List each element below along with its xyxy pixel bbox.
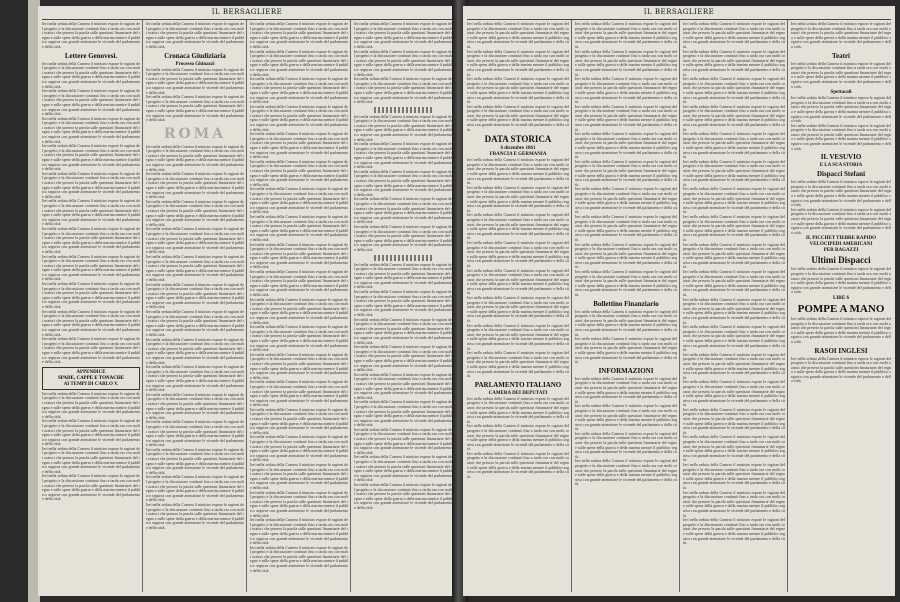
ornament — [374, 107, 433, 113]
column-text: Ieri nella seduta della Camera il ministro espose le ragioni del progetto e la discussione continuò fino a tarda ora con molti oratori che presero la parola sulle questioni finanziarie del regno e sulle spese della guerra e della marina mentre il pubblico seguiva con grande attenzione le vicende del parlamento e della città. — [467, 267, 569, 296]
column-text: Ieri nella seduta della Camera il ministro espose le ragioni del progetto e la discussione continuò fino a tarda ora con molti oratori che presero la parola sulle questioni finanziarie del regno e sulle spese della guerra e della marina mentre il pubblico seguiva con grande attenzione le vicende del parlamento e della città. — [146, 198, 244, 227]
column-text: Ieri nella seduta della Camera il ministro espose le ragioni del progetto e la discussione continuò fino a tarda ora con molti oratori che presero la parola sulle questioni finanziarie del regno e sulle spese della guerra e della marina mentre il pubblico seguiva con grande attenzione le vicende del parlamento e della città. — [42, 143, 140, 172]
column-text: Ieri nella seduta della Camera il ministro espose le ragioni del progetto e la discussione continuò fino a tarda ora con molti oratori che presero la parola sulle questioni finanziarie del regno e sulle spese della guerra e della marina mentre il pubblico seguiva con grande attenzione le vicende del parlamento e della città. — [250, 379, 348, 408]
column-text: Ieri nella seduta della Camera il ministro espose le ragioni del progetto e la discussione continuò fino a tarda ora con molti oratori che presero la parola sulle questioni finanziarie del regno e sulle spese della guerra e della marina mentre il pubblico seguiva con grande attenzione le vicende del parlamento e della città. — [250, 434, 348, 463]
heading-francia-germania: FRANCIA E GERMANIA — [489, 152, 547, 158]
left-column-2 — [146, 22, 244, 590]
column-text: Ieri nella seduta della Camera il ministro espose le ragioni del progetto e la discussione continuò fino a tarda ora con molti oratori che presero la parola sulle questioni finanziarie del regno e sulle spese della guerra e della marina mentre il pubblico seguiva con grande attenzione le vicende del parlamento e della città. — [467, 22, 569, 49]
heading-piccolo: IL PICCHET TIEBRE RAPIDO — [806, 236, 876, 242]
column-text: Ieri nella seduta della Camera il ministro espose le ragioni del progetto e la discussione continuò fino a tarda ora con molti oratori che presero la parola sulle questioni finanziarie del regno e sulle spese della guerra e della marina mentre il pubblico seguiva con grande attenzione le vicende del parlamento e della città. — [683, 296, 785, 325]
heading-ultimi: Ultimi Dispacci — [811, 255, 871, 266]
column-text: Ieri nella seduta della Camera il ministro espose le ragioni del progetto e la discussione continuò fino a tarda ora con molti oratori che presero la parola sulle questioni finanziarie del regno e sulle spese della guerra e della marina mentre il pubblico seguiva con grande attenzione le vicende del parlamento e della città. — [146, 143, 244, 172]
column-text: Ieri nella seduta della Camera il ministro espose le ragioni del progetto e la discussione continuò fino a tarda ora con molti oratori che presero la parola sulle questioni finanziarie del regno e sulle spese della guerra e della marina mentre il pubblico seguiva con grande attenzione le vicende del parlamento e della città. — [42, 115, 140, 144]
column-text: Ieri nella seduta della Camera il ministro espose le ragioni del progetto e la discussione continuò fino a tarda ora con molti oratori che presero la parola sulle questioni finanziarie del regno e sulle spese della guerra e della marina mentre il pubblico seguiva con grande attenzione le vicende del parlamento e della città. — [146, 226, 244, 255]
column-rule — [246, 20, 247, 592]
column-text: Ieri nella seduta della Camera il ministro espose le ragioni del progetto e la discussione continuò fino a tarda ora con molti oratori che presero la parola sulle questioni finanziarie del regno e sulle spese della guerra e della marina mentre il pubblico seguiva con grande attenzione le vicende del parlamento e della città. — [250, 296, 348, 325]
column-text: Ieri nella seduta della Camera il ministro espose le ragioni del progetto e la discussione continuò fino a tarda ora con molti oratori che presero la parola sulle questioni finanziarie del regno e sulle spese della guerra e della marina mentre il pubblico seguiva con grande attenzione le vicende del parlamento e della città. — [683, 351, 785, 380]
column-text: Ieri nella seduta della Camera il ministro espose le ragioni del progetto e la discussione continuò fino a tarda ora con molti oratori che presero la parola sulle questioni finanziarie del regno e sulle spese della guerra e della marina mentre il pubblico seguiva con grande attenzione le vicende del parlamento e della città. — [575, 458, 677, 487]
right-column-2 — [575, 22, 677, 590]
heading-rasoi: RASOI INGLESI — [814, 346, 868, 355]
novel-title: SPADE, CAPPE E TONACHE — [57, 375, 125, 381]
heading-velocipedi: VELOCIPEDI AMERICANI — [809, 242, 873, 248]
column-text: Ieri nella seduta della Camera il ministro espose le ragioni del progetto e la discussione continuò fino a tarda ora con molti oratori che presero la parola sulle questioni finanziarie del regno e sulle spese della guerra e della marina mentre il pubblico seguiva con grande attenzione le vicende del parlamento e della città. — [683, 379, 785, 408]
right-page-header: IL BERSAGLIERE — [643, 8, 715, 16]
column-text: Ieri nella seduta della Camera il ministro espose le ragioni del progetto e la discussione continuò fino a tarda ora con molti oratori che presero la parola sulle questioni finanziarie del regno e sulle spese della guerra e della marina mentre il pubblico seguiva con grande attenzione le vicende del parlamento e della città. — [467, 322, 569, 351]
column-text: Ieri nella seduta della Camera il ministro espose le ragioni del progetto e la discussione continuò fino a tarda ora con molti oratori che presero la parola sulle questioni finanziarie del regno e sulle spese della guerra e della marina mentre il pubblico seguiva con grande attenzione le vicende del parlamento e della città. — [354, 316, 452, 345]
column-text: Ieri nella seduta della Camera il ministro espose le ragioni del progetto e la discussione continuò fino a tarda ora con molti oratori che presero la parola sulle questioni finanziarie del regno e sulle spese della guerra e della marina mentre il pubblico seguiva con grande attenzione le vicende del parlamento e della città. — [791, 179, 891, 208]
column-text: Ieri nella seduta della Camera il ministro espose le ragioni del progetto e la discussione continuò fino a tarda ora con molti oratori che presero la parola sulle questioni finanziarie del regno e sulle spese della guerra e della marina mentre il pubblico seguiva con grande attenzione le vicende del parlamento e della città. — [42, 418, 140, 447]
column-text: Ieri nella seduta della Camera il ministro espose le ragioni del progetto e la discussione continuò fino a tarda ora con molti oratori che presero la parola sulle questioni finanziarie del regno e sulle spese della guerra e della marina mentre il pubblico seguiva con grande attenzione le vicende del parlamento e della città. — [791, 206, 891, 235]
heading-teatri: Teatri — [831, 51, 851, 60]
column-text: Ieri nella seduta della Camera il ministro espose le ragioni del progetto e la discussione continuò fino a tarda ora con molti oratori che presero la parola sulle questioni finanziarie del regno e sulle spese della guerra e della marina mentre il pubblico seguiva con grande attenzione le vicende del parlamento e della città. — [250, 269, 348, 298]
heading-date: 6 dicembre 1861 — [500, 146, 536, 152]
column-text: Ieri nella seduta della Camera il ministro espose le ragioni del progetto e la discussione continuò fino a tarda ora con molti oratori che presero la parola sulle questioni finanziarie del regno e sulle spese della guerra e della marina mentre il pubblico seguiva con grande attenzione le vicende del parlamento e della città. — [575, 186, 677, 215]
column-text: Ieri nella seduta della Camera il ministro espose le ragioni del progetto e la discussione continuò fino a tarda ora con molti oratori che presero la parola sulle questioni finanziarie del regno e sulle spese della guerra e della marina mentre il pubblico seguiva con grande attenzione le vicende del parlamento e della città. — [467, 48, 569, 77]
column-text: Ieri nella seduta della Camera il ministro espose le ragioni del progetto e la discussione continuò fino a tarda ora con molti oratori che presero la parola sulle questioni finanziarie del regno e sulle spese della guerra e della marina mentre il pubblico seguiva con grande attenzione le vicende del parlamento e della città. — [354, 168, 452, 197]
column-text: Ieri nella seduta della Camera il ministro espose le ragioni del progetto e la discussione continuò fino a tarda ora con molti oratori che presero la parola sulle questioni finanziarie del regno e sulle spese della guerra e della marina mentre il pubblico seguiva con grande attenzione le vicende del parlamento e della città. — [250, 76, 348, 105]
column-text: Ieri nella seduta della Camera il ministro espose le ragioni del progetto e la discussione continuò fino a tarda ora con molti oratori che presero la parola sulle questioni finanziarie del regno e sulle spese della guerra e della marina mentre il pubblico seguiva con grande attenzione le vicende del parlamento e della città. — [250, 213, 348, 242]
column-text: Ieri nella seduta della Camera il ministro espose le ragioni del progetto e la discussione continuò fino a tarda ora con molti oratori che presero la parola sulle questioni finanziarie del regno e sulle spese della guerra e della marina mentre il pubblico seguiva con grande attenzione le vicende del parlamento e della città. — [250, 351, 348, 380]
heading-appendice: APPENDICE — [76, 369, 106, 375]
column-text: Ieri nella seduta della Camera il ministro espose le ragioni del progetto e la discussione continuò fino a tarda ora con molti oratori che presero la parola sulle questioni finanziarie del regno e sulle spese della guerra e della marina mentre il pubblico seguiva con grande attenzione le vicende del parlamento e della città. — [575, 403, 677, 432]
column-text: Ieri nella seduta della Camera il ministro espose le ragioni del progetto e la discussione continuò fino a tarda ora con molti oratori che presero la parola sulle questioni finanziarie del regno e sulle spese della guerra e della marina mentre il pubblico seguiva con grande attenzione le vicende del parlamento e della città. — [250, 131, 348, 160]
column-text: Ieri nella seduta della Camera il ministro espose le ragioni del progetto e la discussione continuò fino a tarda ora con molti oratori che presero la parola sulle questioni finanziarie del regno e sulle spese della guerra e della marina mentre il pubblico seguiva con grande attenzione le vicende del parlamento e della città. — [467, 184, 569, 213]
column-text: Ieri nella seduta della Camera il ministro espose le ragioni del progetto e la discussione continuò fino a tarda ora con molti oratori che presero la parola sulle questioni finanziarie del regno e sulle spese della guerra e della marina mentre il pubblico seguiva con grande attenzione le vicende del parlamento e della città. — [354, 482, 452, 510]
column-text: Ieri nella seduta della Camera il ministro espose le ragioni del progetto e la discussione continuò fino a tarda ora con molti oratori che presero la parola sulle questioni finanziarie del regno e sulle spese della guerra e della marina mentre il pubblico seguiva con grande attenzione le vicende del parlamento e della città. — [146, 419, 244, 448]
heading-roma: ROMA — [163, 125, 227, 142]
column-text: Ieri nella seduta della Camera il ministro espose le ragioni del progetto e la discussione continuò fino a tarda ora con molti oratori che presero la parola sulle questioni finanziarie del regno e sulle spese della guerra e della marina mentre il pubblico seguiva con grande attenzione le vicende del parlamento e della città. — [354, 399, 452, 428]
heading-parlamento: PARLAMENTO ITALIANO — [474, 380, 562, 389]
column-text: Ieri nella seduta della Camera il ministro espose le ragioni del progetto e la discussione continuò fino a tarda ora con molti oratori che presero la parola sulle questioni finanziarie del regno e sulle spese della guerra e della marina mentre il pubblico seguiva con grande attenzione le vicende del parlamento e della città. — [575, 430, 677, 459]
heading-informazioni: INFORMAZIONI — [598, 366, 654, 375]
column-text: Ieri nella seduta della Camera il ministro espose le ragioni del progetto e la discussione continuò fino a tarda ora con molti oratori che presero la parola sulle questioni finanziarie del regno e sulle spese della guerra e della marina mentre il pubblico seguiva con grande attenzione le vicende del parlamento e della città. — [575, 269, 677, 298]
column-text: Ieri nella seduta della Camera il ministro espose le ragioni del progetto e la discussione continuò fino a tarda ora con molti oratori che presero la parola sulle questioni finanziarie del regno e sulle spese della guerra e della marina mentre il pubblico seguiva con grande attenzione le vicende del parlamento e della città. — [146, 22, 244, 49]
column-text: Ieri nella seduta della Camera il ministro espose le ragioni del progetto e la discussione continuò fino a tarda ora con molti oratori che presero la parola sulle questioni finanziarie del regno e sulle spese della guerra e della marina mentre il pubblico seguiva con grande attenzione le vicende del parlamento e della città. — [467, 450, 569, 479]
heading-vesuvio: IL VESUVIO — [820, 153, 862, 162]
column-text: Ieri nella seduta della Camera il ministro espose le ragioni del progetto e la discussione continuò fino a tarda ora con molti oratori che presero la parola sulle questioni finanziarie del regno e sulle spese della guerra e della marina mentre il pubblico seguiva con grande attenzione le vicende del parlamento e della città. — [146, 94, 244, 123]
column-text: Ieri nella seduta della Camera il ministro espose le ragioni del progetto e la discussione continuò fino a tarda ora con molti oratori che presero la parola sulle questioni finanziarie del regno e sulle spese della guerra e della marina mentre il pubblico seguiva con grande attenzione le vicende del parlamento e della città. — [791, 60, 891, 89]
column-text: Ieri nella seduta della Camera il ministro espose le ragioni del progetto e la discussione continuò fino a tarda ora con molti oratori che presero la parola sulle questioni finanziarie del regno e sulle spese della guerra e della marina mentre il pubblico seguiva con grande attenzione le vicende del parlamento e della città. — [575, 213, 677, 242]
column-text: Ieri nella seduta della Camera il ministro espose le ragioni del progetto e la discussione continuò fino a tarda ora con molti oratori che presero la parola sulle questioni finanziarie del regno e sulle spese della guerra e della marina mentre il pubblico seguiva con grande attenzione le vicende del parlamento e della città. — [354, 196, 452, 225]
column-text: Ieri nella seduta della Camera il ministro espose le ragioni del progetto e la discussione continuò fino a tarda ora con molti oratori che presero la parola sulle questioni finanziarie del regno e sulle spese della guerra e della marina mentre il pubblico seguiva con grande attenzione le vicende del parlamento e della città. — [354, 261, 452, 290]
column-text: Ieri nella seduta della Camera il ministro espose le ragioni del progetto e la discussione continuò fino a tarda ora con molti oratori che presero la parola sulle questioni finanziarie del regno e sulle spese della guerra e della marina mentre il pubblico seguiva con grande attenzione le vicende del parlamento e della città. — [683, 489, 785, 518]
column-text: Ieri nella seduta della Camera il ministro espose le ragioni del progetto e la discussione continuò fino a tarda ora con molti oratori che presero la parola sulle questioni finanziarie del regno e sulle spese della guerra e della marina mentre il pubblico seguiva con grande attenzione le vicende del parlamento e della città. — [575, 158, 677, 187]
column-text: Ieri nella seduta della Camera il ministro espose le ragioni del progetto e la discussione continuò fino a tarda ora con molti oratori che presero la parola sulle questioni finanziarie del regno e sulle spese della guerra e della marina mentre il pubblico seguiva con grande attenzione le vicende del parlamento e della città. — [467, 423, 569, 452]
left-page-header: IL BERSAGLIERE — [211, 8, 283, 16]
column-text: Ieri nella seduta della Camera il ministro espose le ragioni del progetto e la discussione continuò fino a tarda ora con molti oratori che presero la parola sulle questioni finanziarie del regno e sulle spese della guerra e della marina mentre il pubblico seguiva con grande attenzione le vicende del parlamento e della città. — [42, 198, 140, 227]
column-text: Ieri nella seduta della Camera il ministro espose le ragioni del progetto e la discussione continuò fino a tarda ora con molti oratori che presero la parola sulle questioni finanziarie del regno e sulle spese della guerra e della marina mentre il pubblico seguiva con grande attenzione le vicende del parlamento e della città. — [467, 157, 569, 186]
column-text: Ieri nella seduta della Camera il ministro espose le ragioni del progetto e la discussione continuò fino a tarda ora con molti oratori che presero la parola sulle questioni finanziarie del regno e sulle spese della guerra e della marina mentre il pubblico seguiva con grande attenzione le vicende del parlamento e della città. — [250, 48, 348, 77]
appendix-box — [42, 367, 140, 390]
column-text: Ieri nella seduta della Camera il ministro espose le ragioni del progetto e la discussione continuò fino a tarda ora con molti oratori che presero la parola sulle questioni finanziarie del regno e sulle spese della guerra e della marina mentre il pubblico seguiva con grande attenzione le vicende del parlamento e della città. — [791, 122, 891, 151]
column-text: Ieri nella seduta della Camera il ministro espose le ragioni del progetto e la discussione continuò fino a tarda ora con molti oratori che presero la parola sulle questioni finanziarie del regno e sulle spese della guerra e della marina mentre il pubblico seguiva con grande attenzione le vicende del parlamento e della città. — [683, 48, 785, 77]
column-text: Ieri nella seduta della Camera il ministro espose le ragioni del progetto e la discussione continuò fino a tarda ora con molti oratori che presero la parola sulle questioni finanziarie del regno e sulle spese della guerra e della marina mentre il pubblico seguiva con grande attenzione le vicende del parlamento e della città. — [575, 76, 677, 105]
column-text: Ieri nella seduta della Camera il ministro espose le ragioni del progetto e la discussione continuò fino a tarda ora con molti oratori che presero la parola sulle questioni finanziarie del regno e sulle spese della guerra e della marina mentre il pubblico seguiva con grande attenzione le vicende del parlamento e della città. — [467, 103, 569, 132]
heading-camera: CAMERA DEI DEPUTATI — [488, 390, 548, 396]
column-text: Ieri nella seduta della Camera il ministro espose le ragioni del progetto e la discussione continuò fino a tarda ora con molti oratori che presero la parola sulle questioni finanziarie del regno e sulle spese della guerra e della marina mentre il pubblico seguiva con grande attenzione le vicende del parlamento e della città. — [354, 289, 452, 318]
column-rule — [679, 20, 680, 592]
right-page — [463, 6, 895, 596]
column-text: Ieri nella seduta della Camera il ministro espose le ragioni del progetto e la discussione continuò fino a tarda ora con molti oratori che presero la parola sulle questioni finanziarie del regno e sulle spese della guerra e della marina mentre il pubblico seguiva con grande attenzione le vicende del parlamento e della città. — [146, 253, 244, 282]
column-text: Ieri nella seduta della Camera il ministro espose le ragioni del progetto e la discussione continuò fino a tarda ora con molti oratori che presero la parola sulle questioni finanziarie del regno e sulle spese della guerra e della marina mentre il pubblico seguiva con grande attenzione le vicende del parlamento e della città. — [791, 355, 891, 384]
column-text: Ieri nella seduta della Camera il ministro espose le ragioni del progetto e la discussione continuò fino a tarda ora con molti oratori che presero la parola sulle questioni finanziarie del regno e sulle spese della guerra e della marina mentre il pubblico seguiva con grande attenzione le vicende del parlamento e della città. — [42, 336, 140, 365]
column-text: Ieri nella seduta della Camera il ministro espose le ragioni del progetto e la discussione continuò fino a tarda ora con molti oratori che presero la parola sulle questioni finanziarie del regno e sulle spese della guerra e della marina mentre il pubblico seguiva con grande attenzione le vicende del parlamento e della città. — [467, 76, 569, 105]
column-text: Ieri nella seduta della Camera il ministro espose le ragioni del progetto e la discussione continuò fino a tarda ora con molti oratori che presero la parola sulle questioni finanziarie del regno e sulle spese della guerra e della marina mentre il pubblico seguiva con grande attenzione le vicende del parlamento e della città. — [250, 22, 348, 49]
column-text: Ieri nella seduta della Camera il ministro espose le ragioni del progetto e la discussione continuò fino a tarda ora con molti oratori che presero la parola sulle questioni finanziarie del regno e sulle spese della guerra e della marina mentre il pubblico seguiva con grande attenzione le vicende del parlamento e della città. — [683, 269, 785, 298]
header-rule — [42, 19, 452, 20]
right-column-4 — [791, 22, 891, 590]
column-text: Ieri nella seduta della Camera il ministro espose le ragioni del progetto e la discussione continuò fino a tarda ora con molti oratori che presero la parola sulle questioni finanziarie del regno e sulle spese della guerra e della marina mentre il pubblico seguiva con grande attenzione le vicende del parlamento e della città. — [575, 22, 677, 49]
column-text: Ieri nella seduta della Camera il ministro espose le ragioni del progetto e la discussione continuò fino a tarda ora con molti oratori che presero la parola sulle questioni finanziarie del regno e sulle spese della guerra e della marina mentre il pubblico seguiva con grande attenzione le vicende del parlamento e della città. — [146, 474, 244, 503]
column-text: Ieri nella seduta della Camera il ministro espose le ragioni del progetto e la discussione continuò fino a tarda ora con molti oratori che presero la parola sulle questioni finanziarie del regno e sulle spese della guerra e della marina mentre il pubblico seguiva con grande attenzione le vicende del parlamento e della città. — [354, 344, 452, 373]
column-text: Ieri nella seduta della Camera il ministro espose le ragioni del progetto e la discussione continuò fino a tarda ora con molti oratori che presero la parola sulle questioni finanziarie del regno e sulle spese della guerra e della marina mentre il pubblico seguiva con grande attenzione le vicende del parlamento e della città. — [683, 76, 785, 105]
column-text: Ieri nella seduta della Camera il ministro espose le ragioni del progetto e la discussione continuò fino a tarda ora con molti oratori che presero la parola sulle questioni finanziarie del regno e sulle spese della guerra e della marina mentre il pubblico seguiva con grande attenzione le vicende del parlamento e della città. — [575, 48, 677, 77]
column-text: Ieri nella seduta della Camera il ministro espose le ragioni del progetto e la discussione continuò fino a tarda ora con molti oratori che presero la parola sulle questioni finanziarie del regno e sulle spese della guerra e della marina mentre il pubblico seguiva con grande attenzione le vicende del parlamento e della città. — [575, 131, 677, 160]
column-text: Ieri nella seduta della Camera il ministro espose le ragioni del progetto e la discussione continuò fino a tarda ora con molti oratori che presero la parola sulle questioni finanziarie del regno e sulle spese della guerra e della marina mentre il pubblico seguiva con grande attenzione le vicende del parlamento e della città. — [42, 390, 140, 419]
column-text: Ieri nella seduta della Camera il ministro espose le ragioni del progetto e la discussione continuò fino a tarda ora con molti oratori che presero la parola sulle questioni finanziarie del regno e sulle spese della guerra e della marina mentre il pubblico seguiva con grande attenzione le vicende del parlamento e della città. — [791, 315, 891, 344]
heading-spettacoli: Spettacoli — [830, 90, 852, 96]
column-text: Ieri nella seduta della Camera il ministro espose le ragioni del progetto e la discussione continuò fino a tarda ora con molti oratori che presero la parola sulle questioni finanziarie del regno e sulle spese della guerra e della marina mentre il pubblico seguiva con grande attenzione le vicende del parlamento e della città. — [354, 48, 452, 77]
column-rule — [142, 20, 143, 592]
column-text: Ieri nella seduta della Camera il ministro espose le ragioni del progetto e la discussione continuò fino a tarda ora con molti oratori che presero la parola sulle questioni finanziarie del regno e sulle spese della guerra e della marina mentre il pubblico seguiva con grande attenzione le vicende del parlamento e della città. — [467, 395, 569, 424]
column-text: Ieri nella seduta della Camera il ministro espose le ragioni del progetto e la discussione continuò fino a tarda ora con molti oratori che presero la parola sulle questioni finanziarie del regno e sulle spese della guerra e della marina mentre il pubblico seguiva con grande attenzione le vicende del parlamento e della città. — [791, 22, 891, 49]
novel-subtitle: AI TEMPI DI CARLO V. — [63, 381, 119, 387]
column-text: Ieri nella seduta della Camera il ministro espose le ragioni del progetto e la discussione continuò fino a tarda ora con molti oratori che presero la parola sulle questioni finanziarie del regno e sulle spese della guerra e della marina mentre il pubblico seguiva con grande attenzione le vicende del parlamento e della città. — [42, 225, 140, 254]
heading-lire: LIRE 6 — [833, 295, 849, 301]
column-text: Ieri nella seduta della Camera il ministro espose le ragioni del progetto e la discussione continuò fino a tarda ora con molti oratori che presero la parola sulle questioni finanziarie del regno e sulle spese della guerra e della marina mentre il pubblico seguiva con grande attenzione le vicende del parlamento e della città. — [354, 141, 452, 170]
left-page — [38, 6, 456, 596]
column-text: Ieri nella seduta della Camera il ministro espose le ragioni del progetto e la discussione continuò fino a tarda ora con molti oratori che presero la parola sulle questioni finanziarie del regno e sulle spese della guerra e della marina mentre il pubblico seguiva con grande attenzione le vicende del parlamento e della città. — [250, 544, 348, 573]
left-column-3 — [250, 22, 348, 590]
column-text: Ieri nella seduta della Camera il ministro espose le ragioni del progetto e la discussione continuò fino a tarda ora con molti oratori che presero la parola sulle questioni finanziarie del regno e sulle spese della guerra e della marina mentre il pubblico seguiva con grande attenzione le vicende del parlamento e della città. — [467, 212, 569, 241]
column-text: Ieri nella seduta della Camera il ministro espose le ragioni del progetto e la discussione continuò fino a tarda ora con molti oratori che presero la parola sulle questioni finanziarie del regno e sulle spese della guerra e della marina mentre il pubblico seguiva con grande attenzione le vicende del parlamento e della città. — [575, 375, 677, 404]
column-text: Ieri nella seduta della Camera il ministro espose le ragioni del progetto e la discussione continuò fino a tarda ora con molti oratori che presero la parola sulle questioni finanziarie del regno e sulle spese della guerra e della marina mentre il pubblico seguiva con grande attenzione le vicende del parlamento e della città. — [42, 473, 140, 502]
column-text: Ieri nella seduta della Camera il ministro espose le ragioni del progetto e la discussione continuò fino a tarda ora con molti oratori che presero la parola sulle questioni finanziarie del regno e sulle spese della guerra e della marina mentre il pubblico seguiva con grande attenzione le vicende del parlamento e della città. — [683, 213, 785, 242]
column-text: Ieri nella seduta della Camera il ministro espose le ragioni del progetto e la discussione continuò fino a tarda ora con molti oratori che presero la parola sulle questioni finanziarie del regno e sulle spese della guerra e della marina mentre il pubblico seguiva con grande attenzione le vicende del parlamento e della città. — [250, 489, 348, 518]
column-text: Ieri nella seduta della Camera il ministro espose le ragioni del progetto e la discussione continuò fino a tarda ora con molti oratori che presero la parola sulle questioni finanziarie del regno e sulle spese della guerra e della marina mentre il pubblico seguiva con grande attenzione le vicende del parlamento e della città. — [42, 308, 140, 337]
right-column-3 — [683, 22, 785, 590]
left-column-1 — [42, 22, 140, 590]
heading-bollettino: Bollettino Finanziario — [593, 299, 659, 308]
column-text: Ieri nella seduta della Camera il ministro espose le ragioni del progetto e la discussione continuò fino a tarda ora con molti oratori che presero la parola sulle questioni finanziarie del regno e sulle spese della guerra e della marina mentre il pubblico seguiva con grande attenzione le vicende del parlamento e della città. — [683, 186, 785, 215]
column-text: Ieri nella seduta della Camera il ministro espose le ragioni del progetto e la discussione continuò fino a tarda ora con molti oratori che presero la parola sulle questioni finanziarie del regno e sulle spese della guerra e della marina mentre il pubblico seguiva con grande attenzione le vicende del parlamento e della città. — [683, 241, 785, 270]
column-text: Ieri nella seduta della Camera il ministro espose le ragioni del progetto e la discussione continuò fino a tarda ora con molti oratori che presero la parola sulle questioni finanziarie del regno e sulle spese della guerra e della marina mentre il pubblico seguiva con grande attenzione le vicende del parlamento e della città. — [575, 241, 677, 270]
column-text: Ieri nella seduta della Camera il ministro espose le ragioni del progetto e la discussione continuò fino a tarda ora con molti oratori che presero la parola sulle questioni finanziarie del regno e sulle spese della guerra e della marina mentre il pubblico seguiva con grande attenzione le vicende del parlamento e della città. — [146, 364, 244, 393]
column-text: Ieri nella seduta della Camera il ministro espose le ragioni del progetto e la discussione continuò fino a tarda ora con molti oratori che presero la parola sulle questioni finanziarie del regno e sulle spese della guerra e della marina mentre il pubblico seguiva con grande attenzione le vicende del parlamento e della città. — [146, 66, 244, 95]
ornament — [374, 255, 433, 261]
column-text: Ieri nella seduta della Camera il ministro espose le ragioni del progetto e la discussione continuò fino a tarda ora con molti oratori che presero la parola sulle questioni finanziarie del regno e sulle spese della guerra e della marina mentre il pubblico seguiva con grande attenzione le vicende del parlamento e della città. — [467, 350, 569, 379]
column-text: Ieri nella seduta della Camera il ministro espose le ragioni del progetto e la discussione continuò fino a tarda ora con molti oratori che presero la parola sulle questioni finanziarie del regno e sulle spese della guerra e della marina mentre il pubblico seguiva con grande attenzione le vicende del parlamento e della città. — [683, 434, 785, 463]
column-text: Ieri nella seduta della Camera il ministro espose le ragioni del progetto e la discussione continuò fino a tarda ora con molti oratori che presero la parola sulle questioni finanziarie del regno e sulle spese della guerra e della marina mentre il pubblico seguiva con grande attenzione le vicende del parlamento e della città. — [683, 462, 785, 490]
column-text: Ieri nella seduta della Camera il ministro espose le ragioni del progetto e la discussione continuò fino a tarda ora con molti oratori che presero la parola sulle questioni finanziarie del regno e sulle spese della guerra e della marina mentre il pubblico seguiva con grande attenzione le vicende del parlamento e della città. — [250, 324, 348, 353]
column-text: Ieri nella seduta della Camera il ministro espose le ragioni del progetto e la discussione continuò fino a tarda ora con molti oratori che presero la parola sulle questioni finanziarie del regno e sulle spese della guerra e della marina mentre il pubblico seguiva con grande attenzione le vicende del parlamento e della città. — [146, 391, 244, 420]
column-text: Ieri nella seduta della Camera il ministro espose le ragioni del progetto e la discussione continuò fino a tarda ora con molti oratori che presero la parola sulle questioni finanziarie del regno e sulle spese della guerra e della marina mentre il pubblico seguiva con grande attenzione le vicende del parlamento e della città. — [250, 517, 348, 546]
column-text: Ieri nella seduta della Camera il ministro espose le ragioni del progetto e la discussione continuò fino a tarda ora con molti oratori che presero la parola sulle questioni finanziarie del regno e sulle spese della guerra e della marina mentre il pubblico seguiva con grande attenzione le vicende del parlamento e della città. — [683, 22, 785, 49]
column-rule — [787, 20, 788, 592]
left-column-4 — [354, 22, 452, 590]
column-text: Ieri nella seduta della Camera il ministro espose le ragioni del progetto e la discussione continuò fino a tarda ora con molti oratori che presero la parola sulle questioni finanziarie del regno e sulle spese della guerra e della marina mentre il pubblico seguiva con grande attenzione le vicende del parlamento e della città. — [42, 88, 140, 117]
column-text: Ieri nella seduta della Camera il ministro espose le ragioni del progetto e la discussione continuò fino a tarda ora con molti oratori che presero la parola sulle questioni finanziarie del regno e sulle spese della guerra e della marina mentre il pubblico seguiva con grande attenzione le vicende del parlamento e della città. — [42, 253, 140, 282]
column-text: Ieri nella seduta della Camera il ministro espose le ragioni del progetto e la discussione continuò fino a tarda ora con molti oratori che presero la parola sulle questioni finanziarie del regno e sulle spese della guerra e della marina mentre il pubblico seguiva con grande attenzione le vicende del parlamento e della città. — [42, 445, 140, 474]
column-text: Ieri nella seduta della Camera il ministro espose le ragioni del progetto e la discussione continuò fino a tarda ora con molti oratori che presero la parola sulle questioni finanziarie del regno e sulle spese della guerra e della marina mentre il pubblico seguiva con grande attenzione le vicende del parlamento e della città. — [683, 131, 785, 160]
heading-processo: Processo Ghinazzi — [175, 61, 215, 67]
column-text: Ieri nella seduta della Camera il ministro espose le ragioni del progetto e la discussione continuò fino a tarda ora con molti oratori che presero la parola sulle questioni finanziarie del regno e sulle spese della guerra e della marina mentre il pubblico seguiva con grande attenzione le vicende del parlamento e della città. — [354, 22, 452, 49]
column-text: Ieri nella seduta della Camera il ministro espose le ragioni del progetto e la discussione continuò fino a tarda ora con molti oratori che presero la parola sulle questioni finanziarie del regno e sulle spese della guerra e della marina mentre il pubblico seguiva con grande attenzione le vicende del parlamento e della città. — [250, 158, 348, 187]
column-text: Ieri nella seduta della Camera il ministro espose le ragioni del progetto e la discussione continuò fino a tarda ora con molti oratori che presero la parola sulle questioni finanziarie del regno e sulle spese della guerra e della marina mentre il pubblico seguiva con grande attenzione le vicende del parlamento e della città. — [42, 281, 140, 310]
column-text: Ieri nella seduta della Camera il ministro espose le ragioni del progetto e la discussione continuò fino a tarda ora con molti oratori che presero la parola sulle questioni finanziarie del regno e sulle spese della guerra e della marina mentre il pubblico seguiva con grande attenzione le vicende del parlamento e della città. — [42, 170, 140, 199]
column-text: Ieri nella seduta della Camera il ministro espose le ragioni del progetto e la discussione continuò fino a tarda ora con molti oratori che presero la parola sulle questioni finanziarie del regno e sulle spese della guerra e della marina mentre il pubblico seguiva con grande attenzione le vicende del parlamento e della città. — [354, 371, 452, 400]
column-text: Ieri nella seduta della Camera il ministro espose le ragioni del progetto e la discussione continuò fino a tarda ora con molti oratori che presero la parola sulle questioni finanziarie del regno e sulle spese della guerra e della marina mentre il pubblico seguiva con grande attenzione le vicende del parlamento e della città. — [250, 186, 348, 215]
heading-dispacci: Dispacci Stefani — [816, 170, 866, 179]
column-text: Ieri nella seduta della Camera il ministro espose le ragioni del progetto e la discussione continuò fino a tarda ora con molti oratori che presero la parola sulle questioni finanziarie del regno e sulle spese della guerra e della marina mentre il pubblico seguiva con grande attenzione le vicende del parlamento e della città. — [354, 113, 452, 142]
column-text: Ieri nella seduta della Camera il ministro espose le ragioni del progetto e la discussione continuò fino a tarda ora con molti oratori che presero la parola sulle questioni finanziarie del regno e sulle spese della guerra e della marina mentre il pubblico seguiva con grande attenzione le vicende del parlamento e della città. — [683, 517, 785, 546]
column-rule — [571, 20, 572, 592]
column-text: Ieri nella seduta della Camera il ministro espose le ragioni del progetto e la discussione continuò fino a tarda ora con molti oratori che presero la parola sulle questioni finanziarie del regno e sulle spese della guerra e della marina mentre il pubblico seguiva con grande attenzione le vicende del parlamento e della città. — [354, 223, 452, 252]
heading-pompe: POMPE A MANO — [797, 302, 885, 315]
column-text: Ieri nella seduta della Camera il ministro espose le ragioni del progetto e la discussione continuò fino a tarda ora con molti oratori che presero la parola sulle questioni finanziarie del regno e sulle spese della guerra e della marina mentre il pubblico seguiva con grande attenzione le vicende del parlamento e della città. — [575, 308, 677, 337]
heading-data-storica: DATA STORICA — [484, 134, 552, 145]
column-text: Ieri nella seduta della Camera il ministro espose le ragioni del progetto e la discussione continuò fino a tarda ora con molti oratori che presero la parola sulle questioni finanziarie del regno e sulle spese della guerra e della marina mentre il pubblico seguiva con grande attenzione le vicende del parlamento e della città. — [467, 239, 569, 268]
column-text: Ieri nella seduta della Camera il ministro espose le ragioni del progetto e la discussione continuò fino a tarda ora con molti oratori che presero la parola sulle questioni finanziarie del regno e sulle spese della guerra e della marina mentre il pubblico seguiva con grande attenzione le vicende del parlamento e della città. — [146, 171, 244, 200]
column-text: Ieri nella seduta della Camera il ministro espose le ragioni del progetto e la discussione continuò fino a tarda ora con molti oratori che presero la parola sulle questioni finanziarie del regno e sulle spese della guerra e della marina mentre il pubblico seguiva con grande attenzione le vicende del parlamento e della città. — [146, 502, 244, 530]
column-text: Ieri nella seduta della Camera il ministro espose le ragioni del progetto e la discussione continuò fino a tarda ora con molti oratori che presero la parola sulle questioni finanziarie del regno e sulle spese della guerra e della marina mentre il pubblico seguiva con grande attenzione le vicende del parlamento e della città. — [791, 95, 891, 124]
column-text: Ieri nella seduta della Camera il ministro espose le ragioni del progetto e la discussione continuò fino a tarda ora con molti oratori che presero la parola sulle questioni finanziarie del regno e sulle spese della guerra e della marina mentre il pubblico seguiva con grande attenzione le vicende del parlamento e della città. — [42, 60, 140, 89]
column-text: Ieri nella seduta della Camera il ministro espose le ragioni del progetto e la discussione continuò fino a tarda ora con molti oratori che presero la parola sulle questioni finanziarie del regno e sulle spese della guerra e della marina mentre il pubblico seguiva con grande attenzione le vicende del parlamento e della città. — [467, 295, 569, 324]
column-text: Ieri nella seduta della Camera il ministro espose le ragioni del progetto e la discussione continuò fino a tarda ora con molti oratori che presero la parola sulle questioni finanziarie del regno e sulle spese della guerra e della marina mentre il pubblico seguiva con grande attenzione le vicende del parlamento e della città. — [683, 158, 785, 187]
column-text: Ieri nella seduta della Camera il ministro espose le ragioni del progetto e la discussione continuò fino a tarda ora con molti oratori che presero la parola sulle questioni finanziarie del regno e sulle spese della guerra e della marina mentre il pubblico seguiva con grande attenzione le vicende del parlamento e della città. — [250, 103, 348, 132]
column-text: Ieri nella seduta della Camera il ministro espose le ragioni del progetto e la discussione continuò fino a tarda ora con molti oratori che presero la parola sulle questioni finanziarie del regno e sulle spese della guerra e della marina mentre il pubblico seguiva con grande attenzione le vicende del parlamento e della città. — [791, 266, 891, 295]
column-text: Ieri nella seduta della Camera il ministro espose le ragioni del progetto e la discussione continuò fino a tarda ora con molti oratori che presero la parola sulle questioni finanziarie del regno e sulle spese della guerra e della marina mentre il pubblico seguiva con grande attenzione le vicende del parlamento e della città. — [146, 336, 244, 365]
column-text: Ieri nella seduta della Camera il ministro espose le ragioni del progetto e la discussione continuò fino a tarda ora con molti oratori che presero la parola sulle questioni finanziarie del regno e sulle spese della guerra e della marina mentre il pubblico seguiva con grande attenzione le vicende del parlamento e della città. — [354, 454, 452, 483]
heading-cronaca-giudiziaria: Cronaca Giudiziaria — [164, 51, 226, 60]
column-text: Ieri nella seduta della Camera il ministro espose le ragioni del progetto e la discussione continuò fino a tarda ora con molti oratori che presero la parola sulle questioni finanziarie del regno e sulle spese della guerra e della marina mentre il pubblico seguiva con grande attenzione le vicende del parlamento e della città. — [250, 462, 348, 490]
column-text: Ieri nella seduta della Camera il ministro espose le ragioni del progetto e la discussione continuò fino a tarda ora con molti oratori che presero la parola sulle questioni finanziarie del regno e sulle spese della guerra e della marina mentre il pubblico seguiva con grande attenzione le vicende del parlamento e della città. — [146, 281, 244, 310]
column-text: Ieri nella seduta della Camera il ministro espose le ragioni del progetto e la discussione continuò fino a tarda ora con molti oratori che presero la parola sulle questioni finanziarie del regno e sulle spese della guerra e della marina mentre il pubblico seguiva con grande attenzione le vicende del parlamento e della città. — [354, 426, 452, 455]
column-text: Ieri nella seduta della Camera il ministro espose le ragioni del progetto e la discussione continuò fino a tarda ora con molti oratori che presero la parola sulle questioni finanziarie del regno e sulle spese della guerra e della marina mentre il pubblico seguiva con grande attenzione le vicende del parlamento e della città. — [683, 406, 785, 435]
column-text: Ieri nella seduta della Camera il ministro espose le ragioni del progetto e la discussione continuò fino a tarda ora con molti oratori che presero la parola sulle questioni finanziarie del regno e sulle spese della guerra e della marina mentre il pubblico seguiva con grande attenzione le vicende del parlamento e della città. — [146, 309, 244, 338]
column-text: Ieri nella seduta della Camera il ministro espose le ragioni del progetto e la discussione continuò fino a tarda ora con molti oratori che presero la parola sulle questioni finanziarie del regno e sulle spese della guerra e della marina mentre il pubblico seguiva con grande attenzione le vicende del parlamento e della città. — [575, 336, 677, 365]
right-column-1 — [467, 22, 569, 590]
heading-vesuvio-sub: E LA SUA STORIA — [819, 163, 863, 169]
column-text: Ieri nella seduta della Camera il ministro espose le ragioni del progetto e la discussione continuò fino a tarda ora con molti oratori che presero la parola sulle questioni finanziarie del regno e sulle spese della guerra e della marina mentre il pubblico seguiva con grande attenzione le vicende del parlamento e della città. — [146, 446, 244, 475]
column-text: Ieri nella seduta della Camera il ministro espose le ragioni del progetto e la discussione continuò fino a tarda ora con molti oratori che presero la parola sulle questioni finanziarie del regno e sulle spese della guerra e della marina mentre il pubblico seguiva con grande attenzione le vicende del parlamento e della città. — [250, 241, 348, 270]
column-text: Ieri nella seduta della Camera il ministro espose le ragioni del progetto e la discussione continuò fino a tarda ora con molti oratori che presero la parola sulle questioni finanziarie del regno e sulle spese della guerra e della marina mentre il pubblico seguiva con grande attenzione le vicende del parlamento e della città. — [575, 103, 677, 132]
column-text: Ieri nella seduta della Camera il ministro espose le ragioni del progetto e la discussione continuò fino a tarda ora con molti oratori che presero la parola sulle questioni finanziarie del regno e sulle spese della guerra e della marina mentre il pubblico seguiva con grande attenzione le vicende del parlamento e della città. — [683, 324, 785, 353]
column-text: Ieri nella seduta della Camera il ministro espose le ragioni del progetto e la discussione continuò fino a tarda ora con molti oratori che presero la parola sulle questioni finanziarie del regno e sulle spese della guerra e della marina mentre il pubblico seguiva con grande attenzione le vicende del parlamento e della città. — [683, 103, 785, 132]
heading-velocipedi-sub: PER RAGAZZI — [823, 248, 859, 254]
column-rule — [350, 20, 351, 592]
column-text: Ieri nella seduta della Camera il ministro espose le ragioni del progetto e la discussione continuò fino a tarda ora con molti oratori che presero la parola sulle questioni finanziarie del regno e sulle spese della guerra e della marina mentre il pubblico seguiva con grande attenzione le vicende del parlamento e della città. — [42, 22, 140, 49]
heading-lettere-genovesi: Lettere Genovesi. — [64, 51, 118, 60]
column-text: Ieri nella seduta della Camera il ministro espose le ragioni del progetto e la discussione continuò fino a tarda ora con molti oratori che presero la parola sulle questioni finanziarie del regno e sulle spese della guerra e della marina mentre il pubblico seguiva con grande attenzione le vicende del parlamento e della città. — [250, 406, 348, 435]
column-text: Ieri nella seduta della Camera il ministro espose le ragioni del progetto e la discussione continuò fino a tarda ora con molti oratori che presero la parola sulle questioni finanziarie del regno e sulle spese della guerra e della marina mentre il pubblico seguiva con grande attenzione le vicende del parlamento e della città. — [354, 76, 452, 105]
